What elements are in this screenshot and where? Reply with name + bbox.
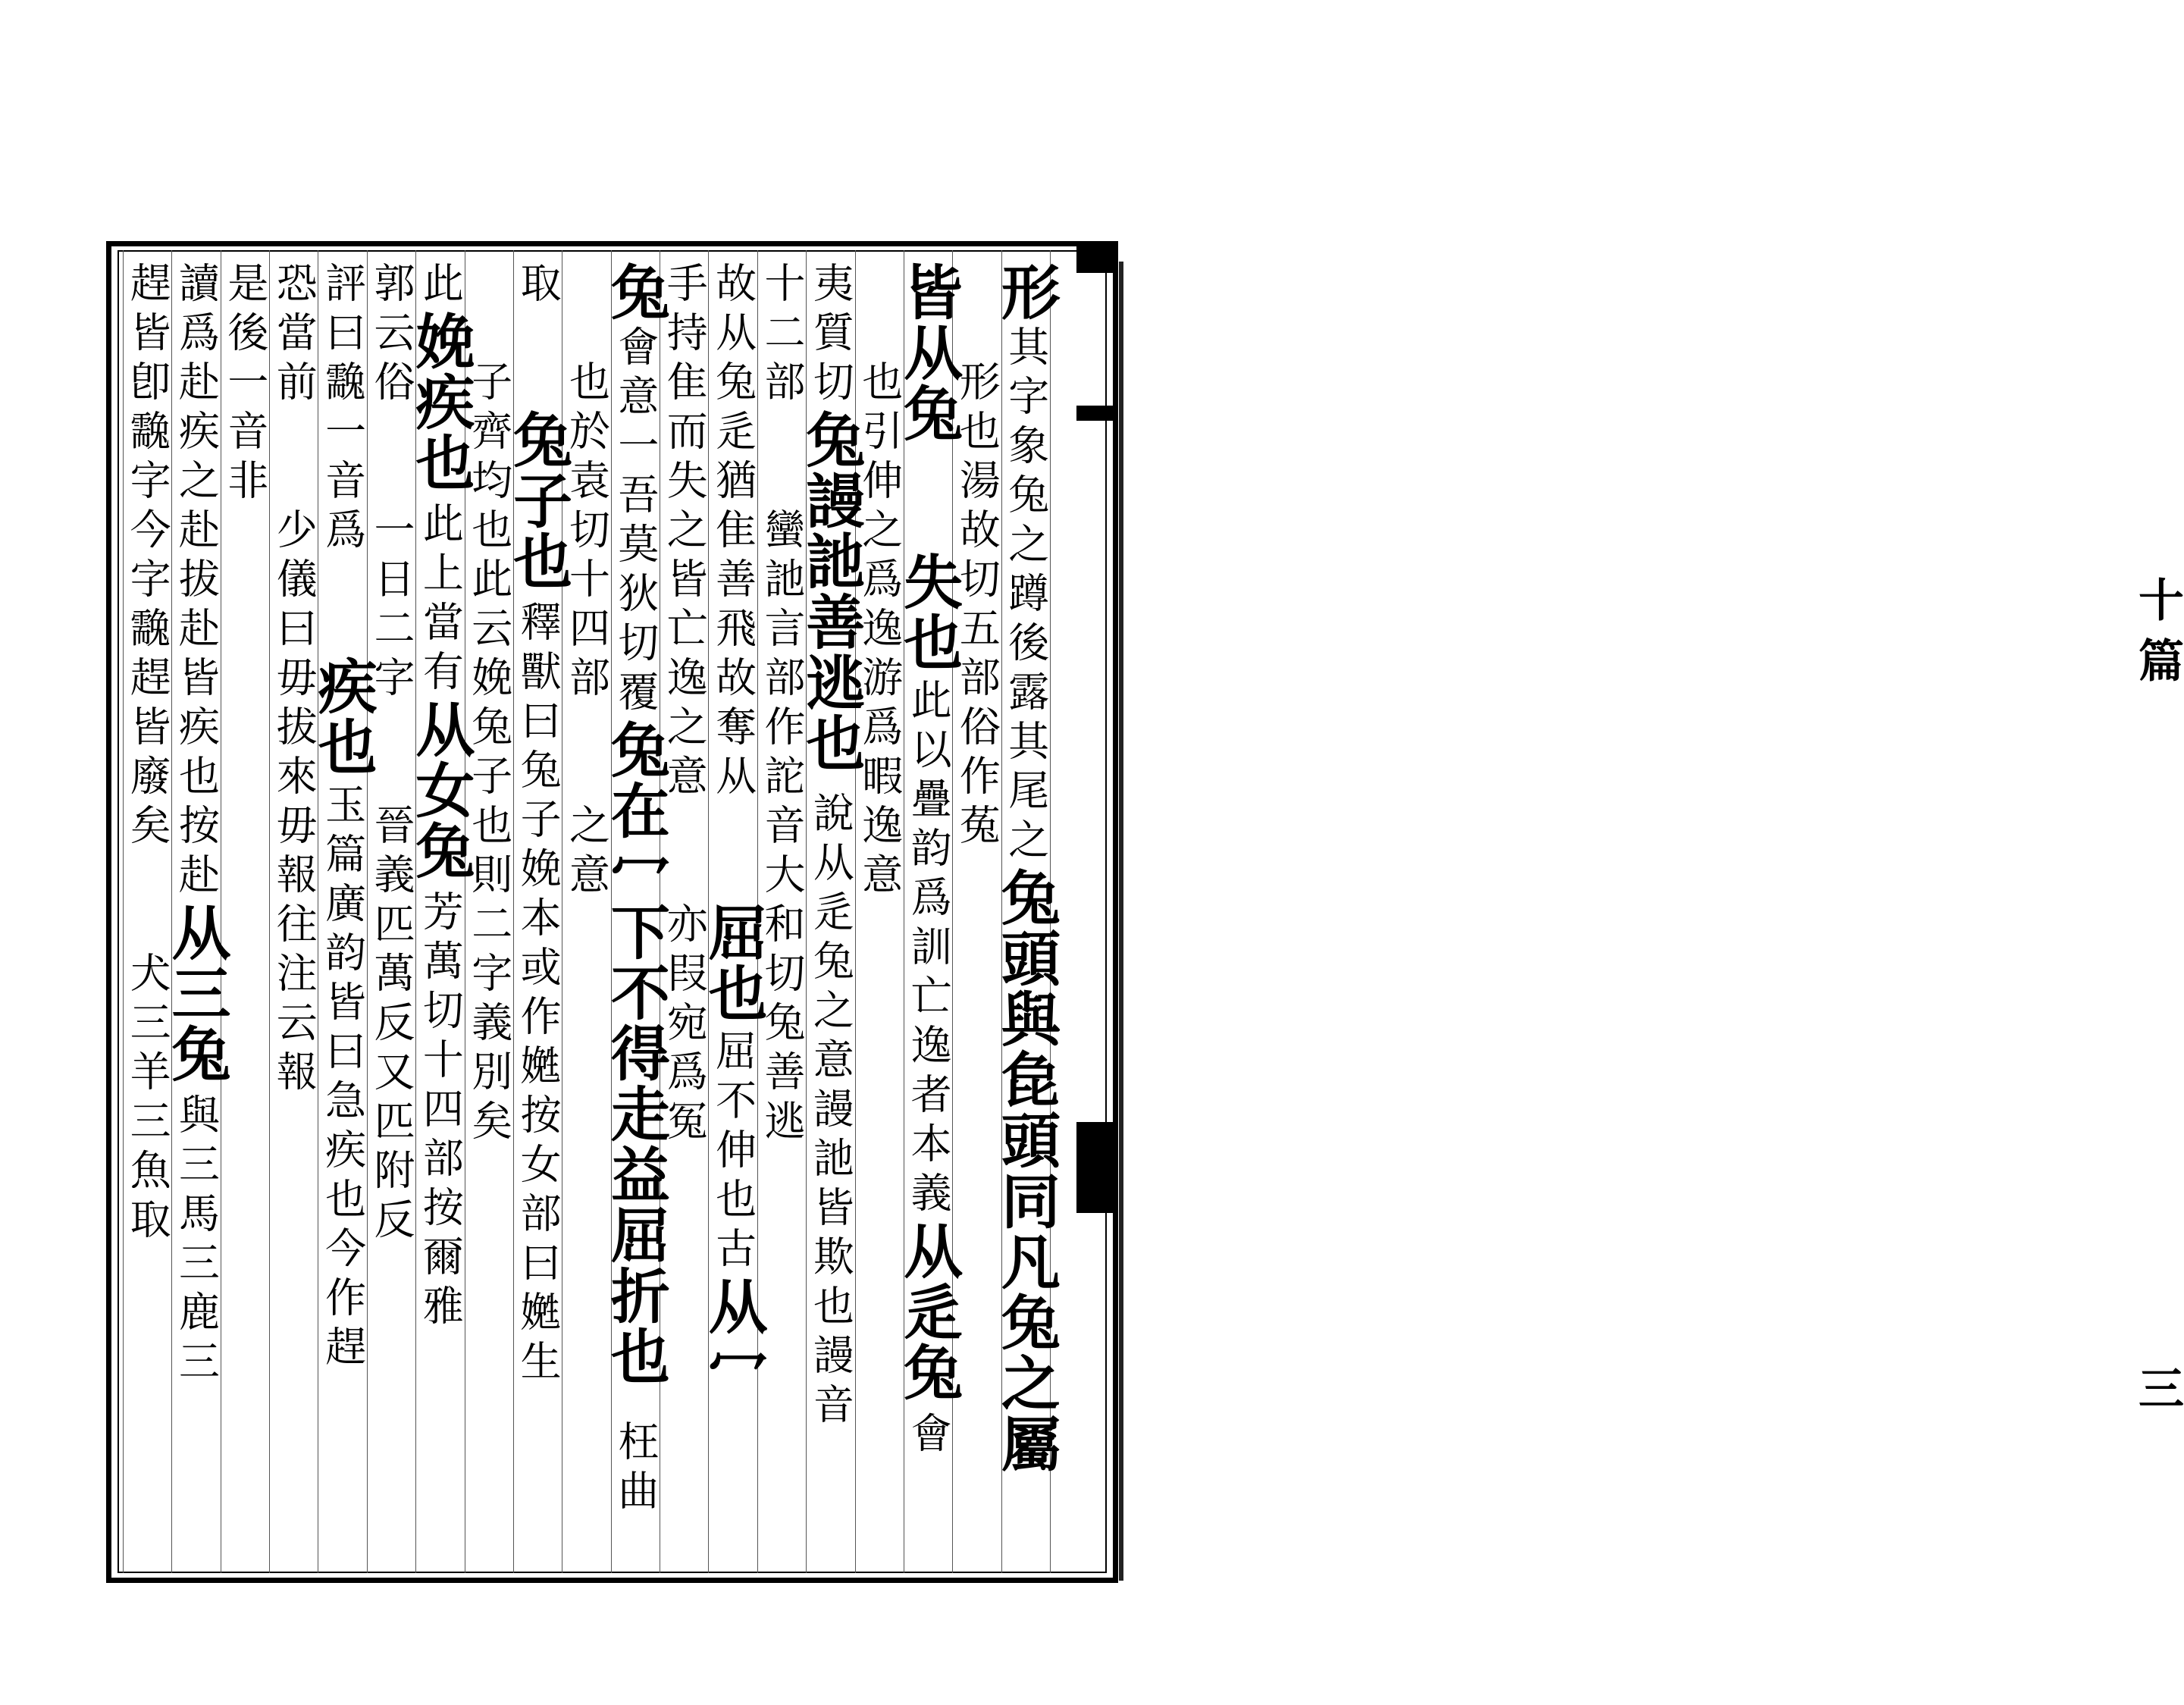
commentary-text: 會 xyxy=(904,1412,953,1461)
commentary-text: 屈不伸也古 xyxy=(709,1030,757,1276)
commentary-text: 與三馬三鹿三 xyxy=(172,1093,221,1389)
commentary-text: 晉義匹萬反又匹附反 xyxy=(368,804,415,1247)
headword-text: 从辵兔 xyxy=(894,1221,964,1403)
text-column xyxy=(991,262,1061,1566)
commentary-text: 枉曲 xyxy=(611,1420,660,1519)
commentary-text: 是後一音非 xyxy=(221,262,269,508)
commentary-text: 意 xyxy=(855,853,904,902)
commentary-text: 之意 xyxy=(562,804,611,902)
commentary-text: 釋獸曰兔子娩本或作嬎按女部曰嬎生 xyxy=(514,600,562,1389)
headword-text: 兔謾訑善逃也 xyxy=(796,409,866,773)
headword-text: 兔在冖下不得走益屈折也 xyxy=(600,719,670,1387)
text-column xyxy=(367,262,415,1566)
commentary-text: 趕皆卽䨲字今字䨲趕皆廢矣 xyxy=(124,262,172,853)
commentary-text: 亦叚宛爲冤 xyxy=(660,902,709,1149)
text-column xyxy=(161,262,231,1566)
commentary-text: 也於袁切十四部 xyxy=(562,360,611,705)
commentary-text: 蠻訑言部作詑音大和切兔善逃 xyxy=(757,508,806,1149)
headword-text: 皆从兔 xyxy=(894,262,964,443)
commentary-text: 說从辵兔之意謾訑皆欺也謾音 xyxy=(807,791,855,1432)
commentary-text: 也引伸之爲逸游爲暇逸 xyxy=(855,360,904,853)
commentary-text: 郭云俗 xyxy=(368,262,415,409)
commentary-text: 會意一吾莫狄切 xyxy=(611,325,660,670)
margin-pian: 篇 xyxy=(2131,637,2184,682)
margin-band xyxy=(1076,243,2184,1583)
commentary-text: 恐當前 xyxy=(270,262,318,409)
headword-text: 兔頭與㲋頭同凡兔之屬 xyxy=(991,867,1061,1474)
commentary-text: 手持隹而失之皆亡逸之意 xyxy=(660,262,709,804)
commentary-text: 其字象兔之蹲後露其尾之 xyxy=(1001,325,1050,867)
commentary-text: 讀爲赴疾之赴拔赴皆疾也按赴 xyxy=(172,262,221,902)
text-column xyxy=(894,262,964,1566)
text-column xyxy=(269,262,318,1566)
text-column xyxy=(123,262,171,1566)
margin-chapter: 十 xyxy=(2131,576,2184,622)
text-column xyxy=(406,262,475,1566)
text-column xyxy=(503,262,573,1566)
commentary-text: 評曰䨲一音爲 xyxy=(318,262,367,557)
text-column xyxy=(796,262,866,1566)
margin-edge xyxy=(1119,262,1123,1581)
headword-text: 从三兔 xyxy=(161,902,231,1084)
text-column xyxy=(698,262,768,1566)
headword-text: 从冖 xyxy=(698,1276,768,1397)
commentary-text: 犬三羊三魚取 xyxy=(124,951,172,1247)
commentary-text: 故从兔辵猶隹善飛故奪从 xyxy=(709,262,757,804)
commentary-text: 芳萬切十四部按爾雅 xyxy=(416,890,465,1334)
commentary-text: 覆 xyxy=(611,670,660,719)
commentary-text: 玉篇廣韵皆曰急疾也今作趕 xyxy=(318,783,367,1374)
commentary-text: 此上當有 xyxy=(416,502,465,699)
commentary-text: 夷質切 xyxy=(807,262,855,409)
commentary-text: 十二部 xyxy=(757,262,806,409)
headword-text: 兔子也 xyxy=(503,409,573,591)
text-column xyxy=(600,262,670,1566)
commentary-text: 取 xyxy=(514,262,562,311)
headword-text: 兔 xyxy=(600,262,670,322)
headword-text: 从女兔 xyxy=(406,699,475,881)
commentary-text: 此以疊韵爲訓亡逸者本義 xyxy=(904,679,953,1221)
commentary-text: 少儀曰毋拔來毋報往注云報 xyxy=(270,508,318,1099)
commentary-text: 子齊均也此云娩兔子也則二字義別矣 xyxy=(465,360,513,1149)
headword-text: 娩疾也 xyxy=(406,311,475,493)
headword-text: 形 xyxy=(991,262,1061,322)
headword-text: 疾也 xyxy=(308,656,378,777)
commentary-text: 形也湯故切五部俗作菟 xyxy=(953,360,1001,853)
commentary-text: 一日二字 xyxy=(368,508,415,705)
headword-text: 失也 xyxy=(894,551,964,672)
margin-leaf: 三 xyxy=(2131,1365,2184,1410)
headword-text: 屈也 xyxy=(698,902,768,1023)
text-column xyxy=(308,262,378,1566)
commentary-text: 此 xyxy=(416,262,465,311)
